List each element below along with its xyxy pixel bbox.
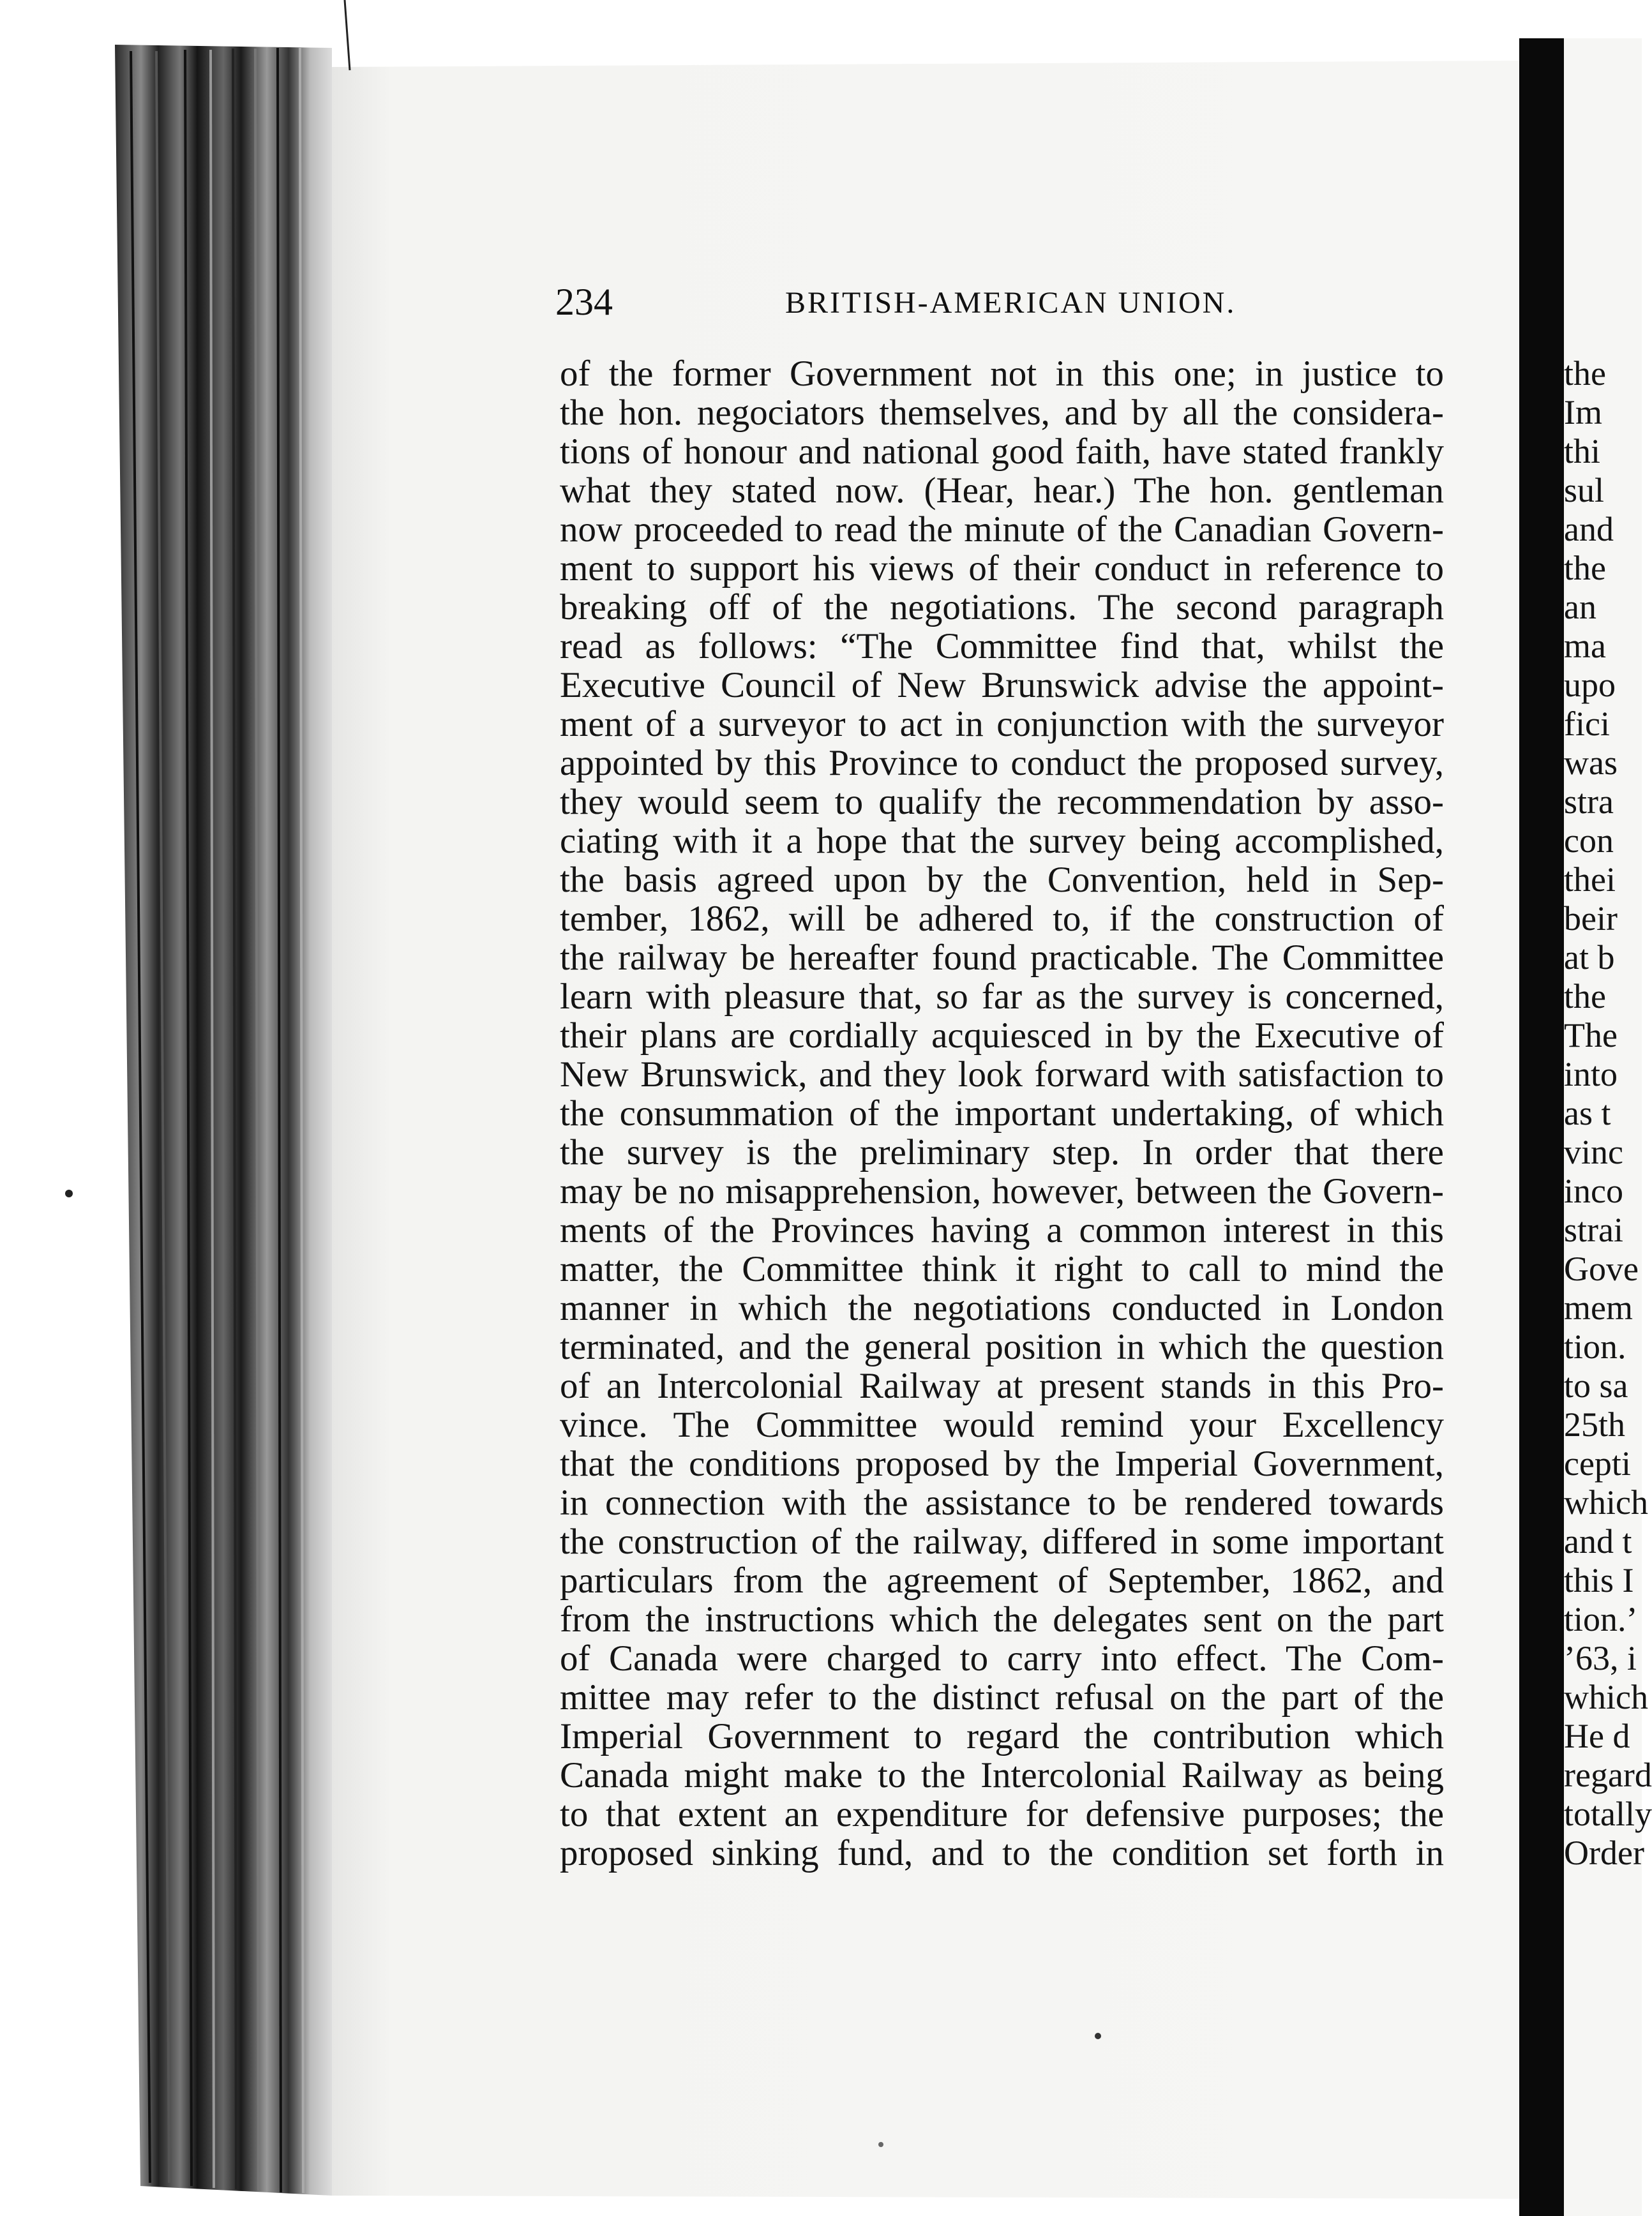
facing-page-fragment: tion.’ xyxy=(1564,1600,1638,1638)
text-line: the consummation of the important undertaking, of which xyxy=(560,1093,1444,1134)
text-line: the basis agreed upon by the Convention, held in Sep- xyxy=(560,860,1444,900)
text-line: vince. The Committee would remind your Excellency xyxy=(560,1405,1444,1445)
text-line: they would seem to qualify the recommendation by asso- xyxy=(560,782,1444,822)
text-line: terminated, and the general position in which the question xyxy=(560,1327,1444,1367)
facing-page-fragment: inco xyxy=(1564,1172,1623,1210)
text-line: Imperial Government to regard the contribution which xyxy=(560,1716,1444,1756)
facing-page-fragment: ma xyxy=(1564,627,1606,665)
text-line: to that extent an expenditure for defensive purposes; the xyxy=(560,1794,1444,1834)
speck xyxy=(878,2142,883,2147)
facing-page-fragment: which xyxy=(1564,1483,1648,1522)
body-text-column xyxy=(560,354,1444,1873)
facing-page-fragment: He d xyxy=(1564,1717,1630,1755)
facing-page-fragment: con xyxy=(1564,821,1614,860)
text-line: of the former Government not in this one; in justice to xyxy=(560,354,1444,394)
speck xyxy=(1095,2033,1101,2039)
text-line: in connection with the assistance to be rendered towards xyxy=(560,1483,1444,1523)
text-line: appointed by this Province to conduct the proposed survey, xyxy=(560,743,1444,783)
text-line: learn with pleasure that, so far as the survey is concerned, xyxy=(560,977,1444,1017)
text-line: breaking off of the negotiations. The second paragraph xyxy=(560,587,1444,627)
facing-page-fragment: which xyxy=(1564,1678,1648,1716)
page-number: 234 xyxy=(555,281,613,323)
text-line: of Canada were charged to carry into effect. The Com- xyxy=(560,1638,1444,1679)
text-line: read as follows: “The Committee find that, whilst the xyxy=(560,626,1444,666)
text-line: ment of a surveyor to act in conjunction with the surveyor xyxy=(560,704,1444,744)
facing-page-fragment: Im xyxy=(1564,393,1602,431)
text-line: the survey is the preliminary step. In order that there xyxy=(560,1132,1444,1172)
text-line: New Brunswick, and they look forward with satisfaction to xyxy=(560,1054,1444,1095)
text-line: the railway be hereafter found practicable. The Committee xyxy=(560,938,1444,978)
facing-page-fragment: ’63, i xyxy=(1564,1639,1637,1677)
facing-page-fragment: Order xyxy=(1564,1834,1644,1872)
facing-page-fragment: 25th xyxy=(1564,1405,1626,1444)
facing-page-fragment: stra xyxy=(1564,782,1614,821)
text-line: now proceeded to read the minute of the Canadian Govern- xyxy=(560,509,1444,550)
text-line: that the conditions proposed by the Imperial Government, xyxy=(560,1444,1444,1484)
text-line: from the instructions which the delegates sent on the part xyxy=(560,1599,1444,1640)
text-line: of an Intercolonial Railway at present stands in this Pro- xyxy=(560,1366,1444,1406)
facing-page-fragment: sul xyxy=(1564,471,1605,509)
text-line: the construction of the railway, differed in some important xyxy=(560,1522,1444,1562)
text-line: their plans are cordially acquiesced in by the Executive of xyxy=(560,1015,1444,1056)
speck xyxy=(65,1190,73,1197)
facing-page-fragment: vinc xyxy=(1564,1133,1623,1171)
facing-page-fragment: strai xyxy=(1564,1211,1623,1249)
text-line: tember, 1862, will be adhered to, if the construction of xyxy=(560,899,1444,939)
text-line: tions of honour and national good faith, have stated frankly xyxy=(560,431,1444,472)
facing-page-text xyxy=(1564,354,1652,1873)
facing-page-fragment: into xyxy=(1564,1055,1618,1093)
text-line: mittee may refer to the distinct refusal on the part of the xyxy=(560,1677,1444,1718)
facing-page-fragment: this I xyxy=(1564,1561,1634,1599)
facing-page-fragment: the xyxy=(1564,977,1606,1015)
facing-page-fragment: mem xyxy=(1564,1289,1633,1327)
facing-page-fragment: tion. xyxy=(1564,1328,1626,1366)
text-line: ments of the Provinces having a common interest in this xyxy=(560,1210,1444,1250)
text-line: Executive Council of New Brunswick advise the appoint- xyxy=(560,665,1444,705)
facing-page-fragment: the xyxy=(1564,354,1606,393)
facing-page-fragment: The xyxy=(1564,1016,1618,1054)
text-line: Canada might make to the Intercolonial Railway as being xyxy=(560,1755,1444,1795)
facing-page-fragment: beir xyxy=(1564,899,1618,938)
text-line: may be no misapprehension, however, between the Govern- xyxy=(560,1171,1444,1211)
facing-page-fragment: regard xyxy=(1564,1756,1652,1794)
facing-page-fragment: at b xyxy=(1564,938,1615,977)
page-header xyxy=(555,271,1449,335)
text-line: what they stated now. (Hear, hear.) The hon. gentleman xyxy=(560,470,1444,511)
facing-page-fragment: cepti xyxy=(1564,1444,1631,1483)
running-head: BRITISH-AMERICAN UNION. xyxy=(785,286,1236,320)
text-line: ciating with it a hope that the survey being accomplished, xyxy=(560,821,1444,861)
facing-page-fragment: upo xyxy=(1564,666,1616,704)
text-line: particulars from the agreement of September, 1862, and xyxy=(560,1561,1444,1601)
facing-page-fragment: Gove xyxy=(1564,1250,1639,1288)
text-line: matter, the Committee think it right to call to mind the xyxy=(560,1249,1444,1289)
text-line: manner in which the negotiations conducted in London xyxy=(560,1288,1444,1328)
facing-page-fragment: thei xyxy=(1564,860,1616,899)
text-line: proposed sinking fund, and to the condition set forth in xyxy=(560,1833,1444,1873)
facing-page-fragment: as t xyxy=(1564,1094,1611,1132)
facing-page-fragment: an xyxy=(1564,588,1596,626)
facing-page-fragment: the xyxy=(1564,549,1606,587)
facing-page-fragment: and t xyxy=(1564,1522,1632,1561)
gutter-shadow xyxy=(1519,38,1564,2216)
text-line: the hon. negociators themselves, and by all the considera- xyxy=(560,393,1444,433)
facing-page-fragment: to sa xyxy=(1564,1366,1628,1405)
facing-page-fragment: fici xyxy=(1564,705,1610,743)
text-line: ment to support his views of their conduct in reference to xyxy=(560,548,1444,588)
facing-page-fragment: and xyxy=(1564,510,1614,548)
facing-page-fragment: was xyxy=(1564,744,1618,782)
facing-page-fragment: totally xyxy=(1564,1795,1652,1833)
facing-page-fragment: thi xyxy=(1564,432,1601,470)
